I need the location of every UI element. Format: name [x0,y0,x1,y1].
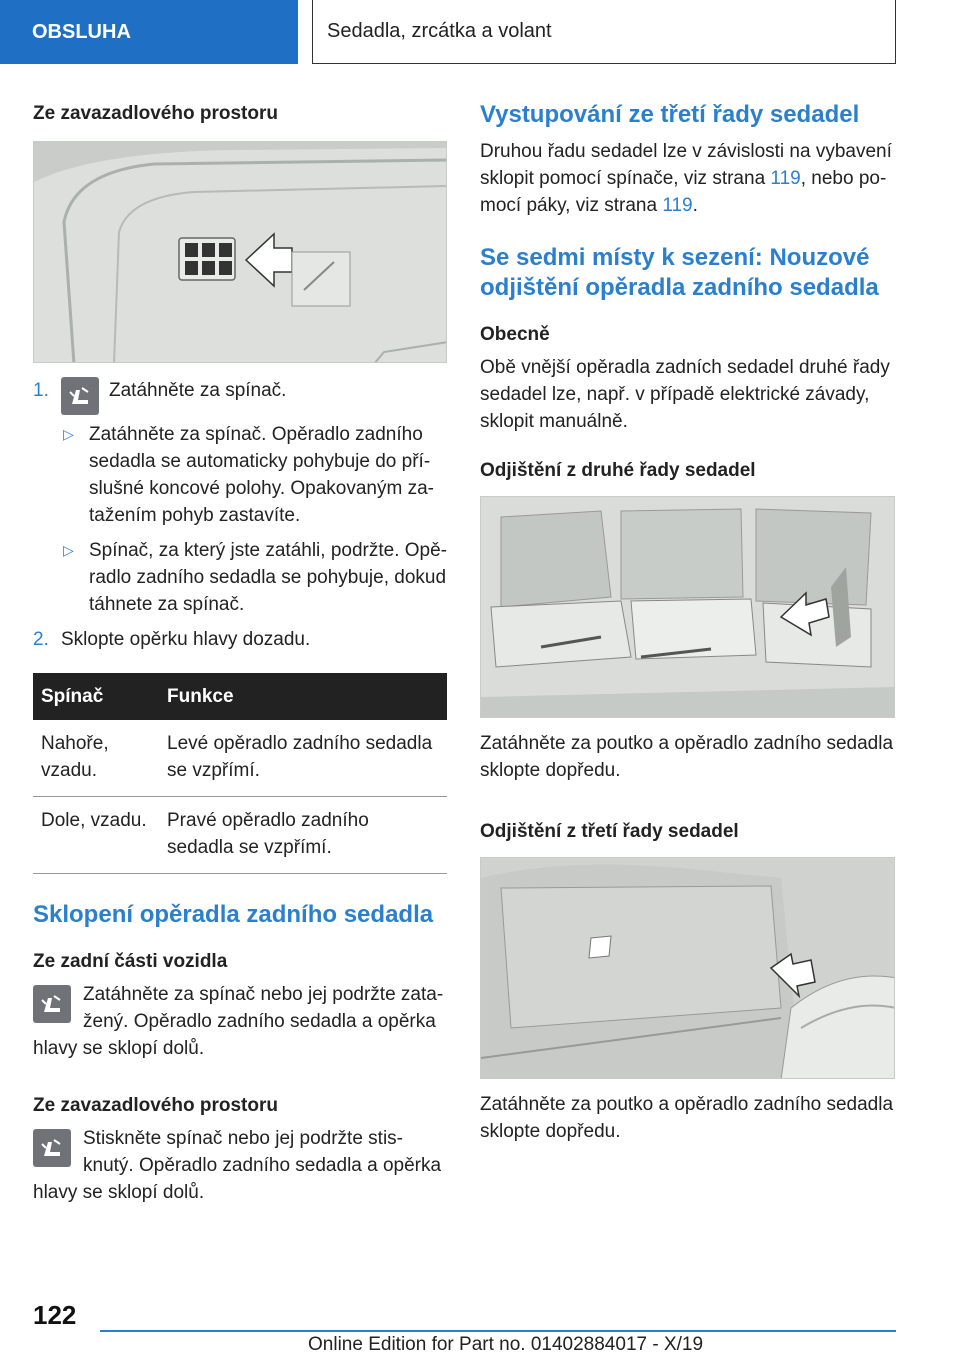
exit-text-part: , nebo po-mocí páky, viz strana [480,168,887,216]
table-cell: Nahoře, vzadu. [33,720,159,797]
step-1 [33,377,447,415]
step-2 [33,626,447,653]
from-trunk-paragraph [33,1125,447,1206]
second-row-caption: Zatáhněte za poutko a opěradlo zadního sedadla sklopte dopředu. [480,733,894,781]
exit-text-part: Druhou řadu sedadel lze v závislosti na vybavení sklopit pomocí spínače, viz strana [480,141,892,189]
general-text: Obě vnější opěradla zadních sedadel druhé řady sedadel lze, např. v případě elektrické závady, sklopit manuálně. [480,357,890,432]
table-header-switch: Spínač [33,673,159,720]
table-row [33,797,447,874]
bullet-2 [63,537,447,618]
page-link[interactable]: 119 [770,168,801,189]
bullet-1-text: Zatáhněte za spínač. Opěradlo zadního sedadla se automaticky pohybuje do pří-slušné koncové polohy. Opakovaným za-tažením pohyb zastavíte. [89,424,434,526]
seat-switch-icon [61,377,99,415]
heading-second-row: Odjištění z druhé řady sedadel [480,460,756,481]
section-title-exit: Vystupování ze třetí řady sedadel [480,101,860,128]
heading-trunk: Ze zavazadlového prostoru [33,103,278,124]
heading-from-trunk: Ze zavazadlového prostoru [33,1095,278,1116]
bullet-1 [63,421,447,529]
seat-switch-icon [33,1129,71,1167]
footer-divider [100,1330,896,1332]
page-link[interactable]: 119 [662,195,693,216]
heading-third-row: Odjištění z třetí řady sedadel [480,821,739,842]
table-cell: Pravé opěradlo zadního sedadla se vzpřímí. [159,797,447,874]
step-1-text: Zatáhněte za spínač. [109,380,287,401]
table-header-function: Funkce [159,673,447,720]
chapter-title: Sedadla, zrcátka a volant [312,0,896,64]
section-title-emergency: Se sedmi místy k sezení: Nouzové odjištění opěradla zadního sedadla [480,244,879,301]
switch-function-table [33,673,447,874]
triangle-bullet-icon: ▷ [63,542,74,558]
right-column [480,100,895,1145]
section-tab: OBSLUHA [0,0,298,64]
step-2-text: Sklopte opěrku hlavy dozadu. [61,629,311,650]
bullet-2-text: Spínač, za který jste zatáhli, podržte. Opě-radlo zadního sedadla se pohybuje, dokud táhnete za spínač. [89,540,448,615]
triangle-bullet-icon: ▷ [63,426,74,442]
table-cell: Dole, vzadu. [33,797,159,874]
second-row-seat-image [480,496,895,718]
from-trunk-text: Stiskněte spínač nebo jej podržte stis-knutý. Opěradlo zadního sedadla a opěrka hlavy se sklopí dolů. [33,1128,442,1203]
section-title-folding: Sklopení opěradla zadního sedadla [33,901,434,928]
heading-general: Obecně [480,324,550,345]
table-cell: Levé opěradlo zadního sedadla se vzpřímí. [159,720,447,797]
table-row [33,720,447,797]
third-row-seat-image [480,857,895,1079]
footer-edition: Online Edition for Part no. 01402884017 - X/19 [308,1334,704,1355]
rear-of-vehicle-text: Zatáhněte za spínač nebo jej podržte zata-žený. Opěradlo zadního sedadla a opěrka hlavy se sklopí dolů. [33,984,444,1059]
step-2-number: 2. [33,629,49,650]
exit-paragraph [480,138,895,219]
page-number: 122 [33,1300,77,1330]
trunk-switch-image [33,141,447,363]
seat-switch-icon [33,985,71,1023]
exit-text-part: . [692,195,698,216]
heading-rear-of-vehicle: Ze zadní části vozidla [33,951,228,972]
left-column [33,100,447,1206]
third-row-caption: Zatáhněte za poutko a opěradlo zadního sedadla sklopte dopředu. [480,1094,894,1142]
rear-of-vehicle-paragraph [33,981,447,1062]
step-1-number: 1. [33,380,49,401]
